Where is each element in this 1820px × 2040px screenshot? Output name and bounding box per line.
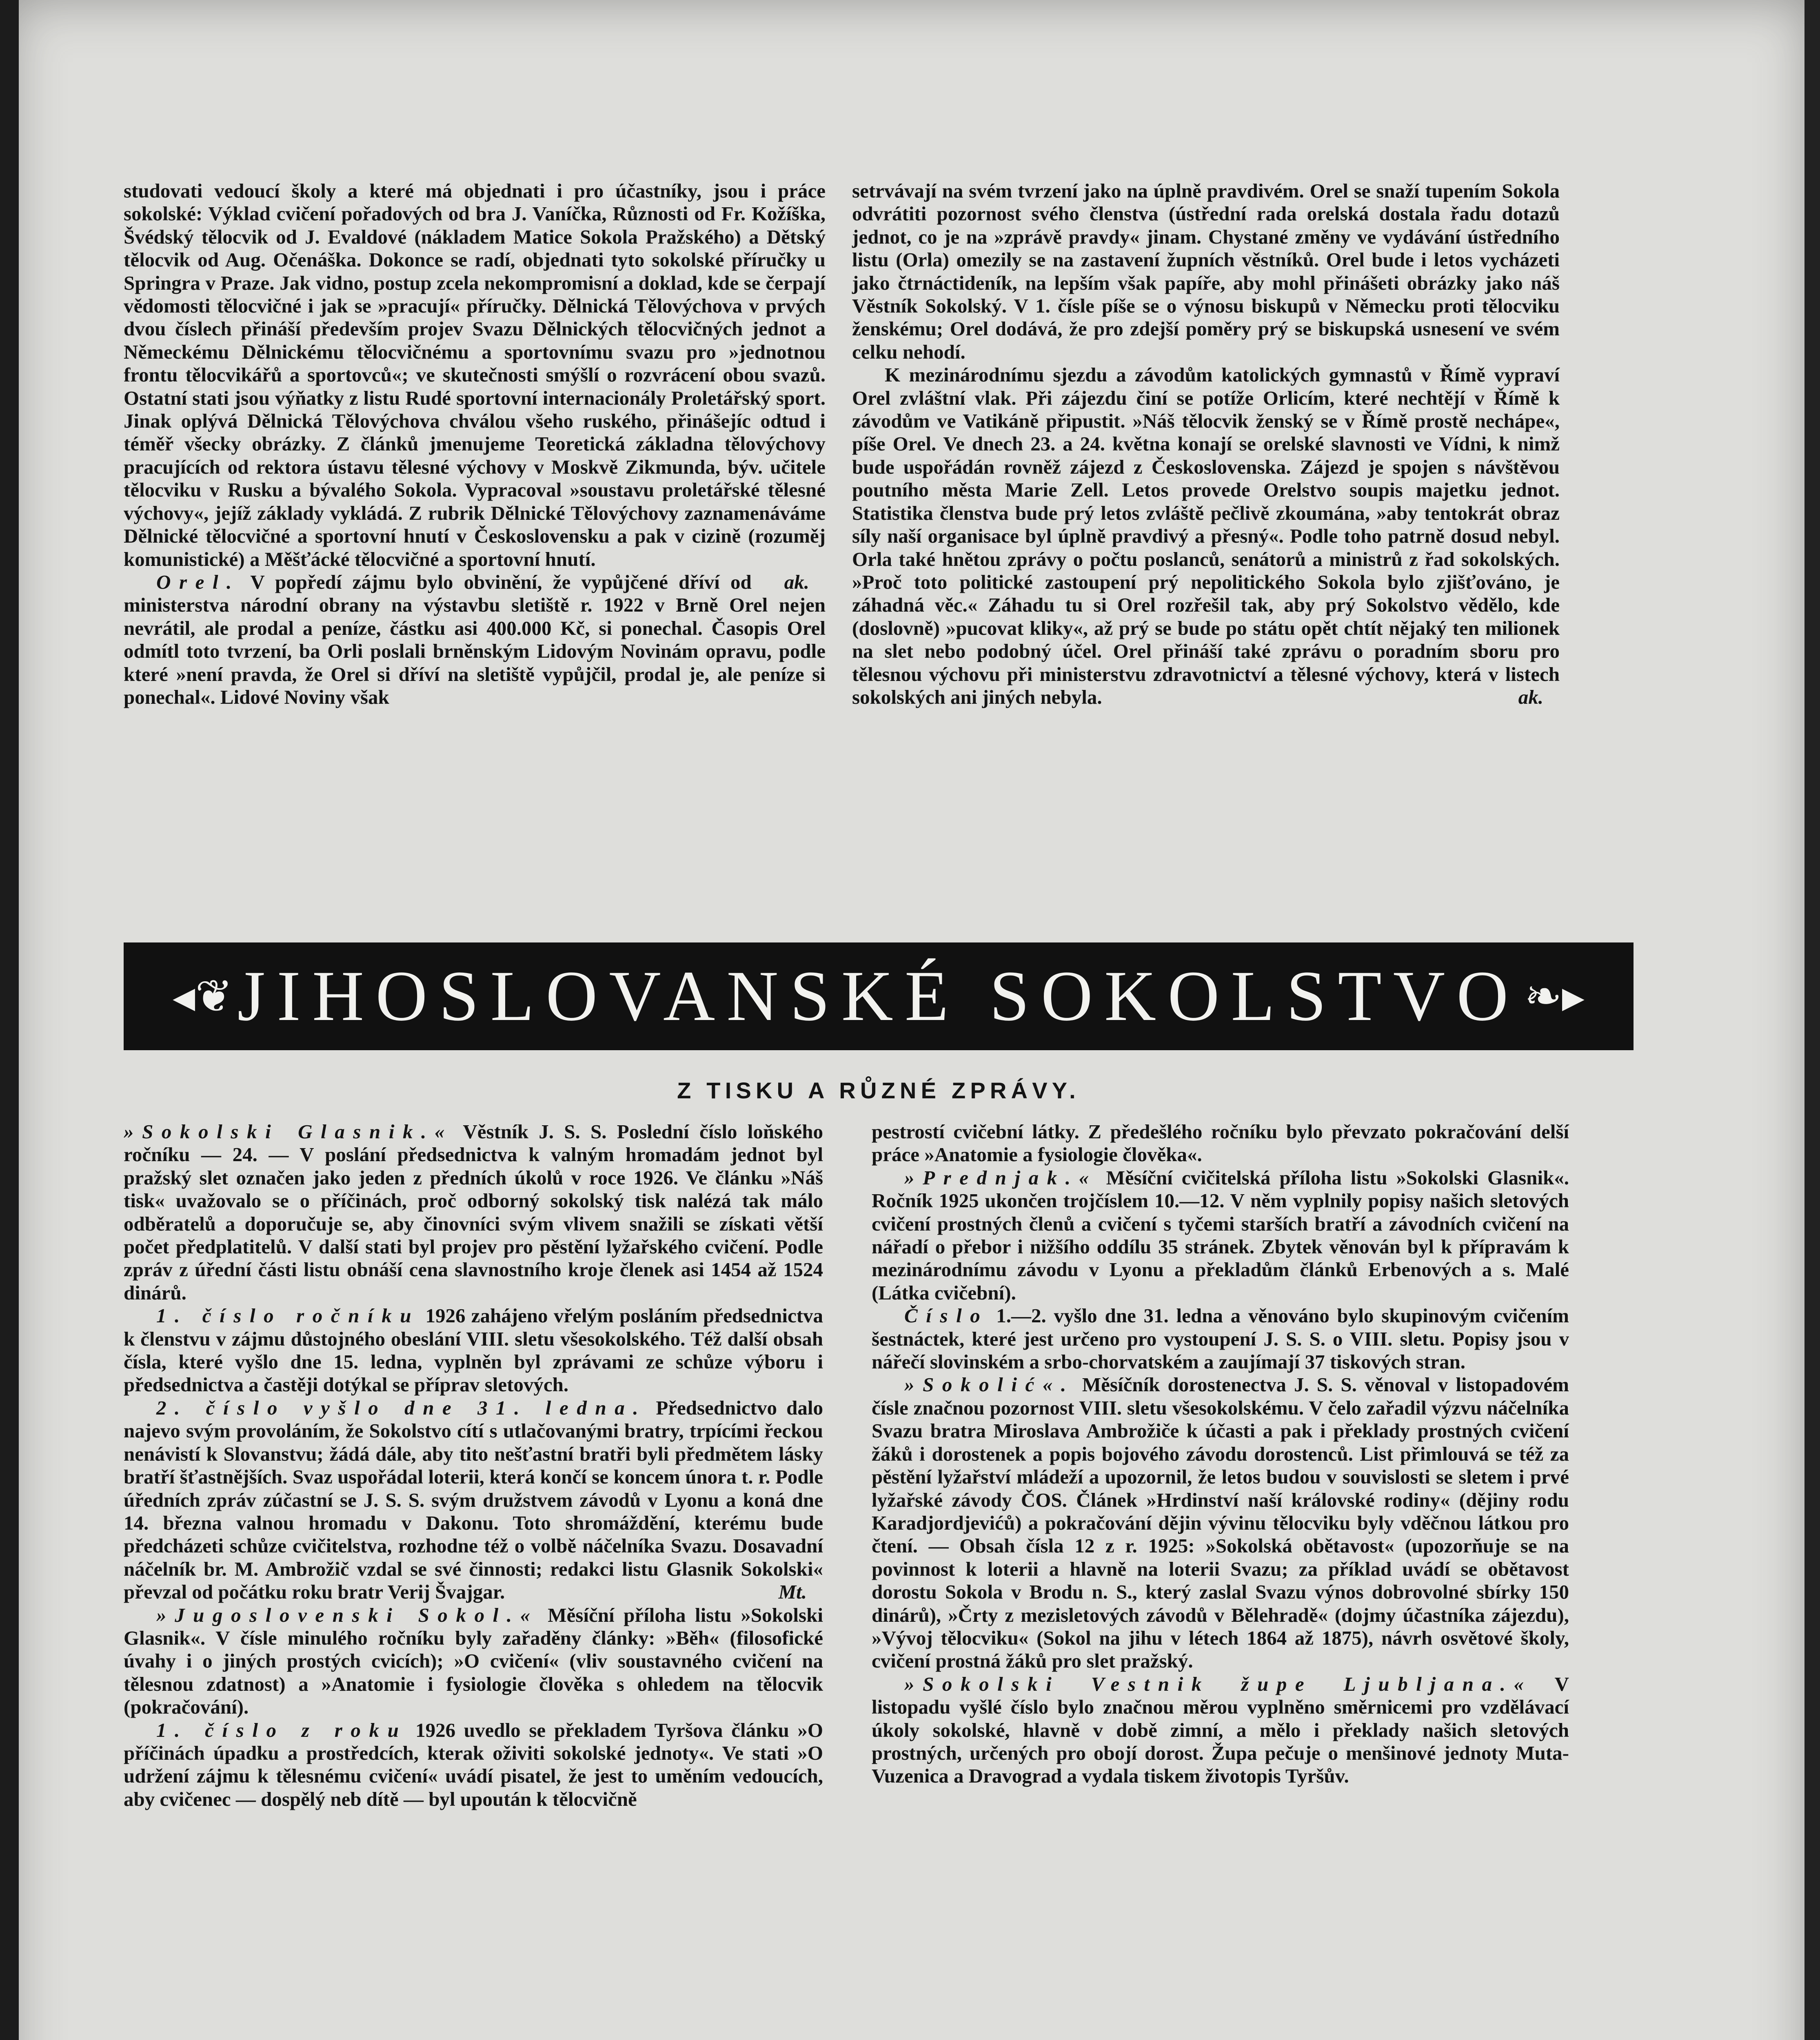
- paragraph-body: 1926 zahájeno vřelým posláním předsednictva k členstvu v zájmu důstojného obeslání VIII. sletu všesokolského. Též další obsah čísla, které vyšlo dne 15. ledna, vyplněn byl zprávami ze schůze výboru i předsednictva a častěji dotýkal se příprav sletových.: [124, 1304, 823, 1396]
- paragraph: [124, 1397, 823, 1604]
- paragraph-body: Měsíční příloha listu »Sokolski Glasnik«. V čísle minulého ročníku byly zařaděny články: »Běh« (filosofické úvahy i o jiných prostých cvicích); »O cvičení« (vliv soustavného cvičení na tělesnou zdatnost) a »Anatomie i fysiologie člověka s ohledem na tělocvik (pokračování).: [124, 1603, 823, 1718]
- paragraph-body: Předsednictvo dalo najevo svým provoláním, že Sokolstvo cítí s utlačovanými bratry, trpícími řeckou nenávistí k Slovanstvu; žádá dále, aby tito nešťastní bratři byli předmětem lásky bratří šťastnějších. Svaz uspořádal loterii, která končí se koncem února t. r. Podle úředních zpráv zúčastní se J. S. S. svým družstvem závodů v Lyonu a koná dne 14. března valnou hromadu v Dakonu. Toto shromáždění, kterému bude předcházeti schůze cvičitelstva, rozhodne též o volbě náčelníka Svazu. Dosavadní náčelník br. M. Ambrožič vzdal se své činnosti; redakci listu Glasnik Sokolski« převzal od počátku roku bratr Verij Švajgar.: [124, 1396, 823, 1603]
- bottom-right-column: [872, 1120, 1569, 1788]
- paragraph: setrvávají na svém tvrzení jako na úplně pravdivém. Orel se snaží tupením Sokola odvrátiti pozornost svého členstva (ústřední rada orelská dostala řadu dotazů jednot, co je na »zprávě pravdy« jinam. Chystané změny ve vydávání ústředního listu (Orla) omezily se na zastavení župních věstníků. Orel bude i letos vycházeti jako čtrnáctideník, na lepším však papíře, aby mohl přinášeti obrázky jako náš Věstník Sokolský. V 1. čísle píše se o výnosu biskupů v Německu proti tělocviku ženskému; Orel dodává, že pro zdejší poměry prý se biskupská usnesení ve svém celku nehodí.: [852, 180, 1560, 363]
- paragraph: [124, 1304, 823, 1397]
- paragraph: [124, 1120, 823, 1304]
- signature: Mt.: [778, 1581, 807, 1603]
- signature: ak.: [1518, 685, 1543, 708]
- scan-border-left: [0, 0, 19, 2040]
- paragraph: [124, 1719, 823, 1811]
- paragraph: [872, 1673, 1569, 1788]
- paragraph-body: Věstník J. S. S. Poslední číslo loňského ročníku — 24. — V poslání předsednictva k valným hromadám jednot byl pražský slet označen jako jeden z předních úkolů v roce 1926. Ve článku »Náš tisk« uvažovalo se o příčinách, proč odborný sokolský tisk nalézá tak málo odběratelů a doporučuje se, aby činovníci svým vlivem snažili se získati větší počet předplatitelů. V další stati byl projev pro pěstění lyžařského cvičení. Podle zpráv z úřední části listu obnáší cena slavnostního kroje členek asi 1454 až 1524 dinárů.: [124, 1120, 823, 1304]
- top-left-column: [124, 180, 826, 709]
- lead-in: »Sokolski Glasnik.«: [124, 1120, 453, 1143]
- paragraph-body: V popředí zájmu bylo obvinění, že vypůjčené dříví od ministerstva národní obrany na výstavbu sletiště r. 1922 v Brně Orel nejen nevrátil, ale prodal a peníze, částku asi 400.000 Kč, si ponechal. Časopis Orel odmítl toto tvrzení, ba Orli poslali brněnským Lidovým Novinám opravu, podle které »není pravda, že Orel si dříví na sletiště vypůjčil, prodal je, ale peníze si ponechal«. Lidové Noviny však: [124, 570, 826, 708]
- section-title: JIHOSLOVANSKÉ SOKOLSTVO: [237, 956, 1520, 1036]
- lead-in: »Sokolić«.: [904, 1373, 1074, 1396]
- paragraph: [872, 1373, 1569, 1672]
- paragraph: [124, 571, 826, 709]
- paragraph-body: 1926 uvedlo se překladem Tyršova článku »O příčinách úpadku a prostředcích, kterak oživiti sokolské jednoty«. Ve stati »O udržení zájmu k tělesnému cvičení« uvádí pisatel, že jest to uměním vedoucích, aby cvičenec — dospělý neb dítě — byl upoután k tělocvičně: [124, 1718, 823, 1810]
- paragraph-body: K mezinárodnímu sjezdu a závodům katolických gymnastů v Římě vypraví Orel zvláštní vlak. Při zájezdu činí se potíže Orlicím, které nechtějí v Římě k závodům ve Vatikáně připustit. »Náš tělocvik ženský se v Římě prostě nechápe«, píše Orel. Ve dnech 23. a 24. května konají se orelské slavnosti ve Vídni, k nimž bude uspořádán rovněž zájezd z Československa. Zájezd je spojen s návštěvou poutního města Marie Zell. Letos provede Orelstvo soupis majetku jednot. Statistika členstva bude prý letos zvláště pečlivě zkoumána, »aby tentokrát obraz síly naší organisace byl úplně pravdivý a přesný«. Podle toho patrně dosud nebyl. Orla také hnětou zprávy o počtu poslanců, senátorů a ministrů z řad sokolských. »Proč toto politické zastoupení prý nepolitického Sokola bylo zjišťováno, je záhadná věc.« Záhadu tu si Orel rozřešil tak, aby prý Sokolstvo vědělo, kde (doslovně) »pucovat kliky«, až prý se bude po státu opět chtít nějaký ten milionek na slet nebo podobný účel. Orel přináší také zprávu o poradním sboru pro tělesnou výchovu při ministerstvu zdravotnictví a tělesné výchovy, která v listech sokolských ani jiných nebyla.: [852, 364, 1560, 708]
- ornament-right-icon: ❧▸: [1524, 971, 1585, 1022]
- lead-in: »Prednjak.«: [904, 1166, 1097, 1189]
- lead-in: Číslo: [904, 1304, 989, 1327]
- lead-in: 1. číslo z roku: [156, 1718, 407, 1741]
- section-banner: [124, 942, 1634, 1050]
- scan-border-right: [1804, 0, 1820, 2040]
- paragraph: [852, 364, 1560, 709]
- lead-in: 2. číslo vyšlo dne 31. ledna.: [156, 1396, 647, 1419]
- lead-in: »Sokolski Vestnik župe Ljubljana.«: [904, 1672, 1532, 1695]
- lead-in: »Jugoslovenski Sokol.«: [156, 1603, 539, 1626]
- signature: ak.: [784, 570, 809, 593]
- paragraph: pestrostí cvičební látky. Z předešlého ročníku bylo převzato pokračování delší práce »Anatomie a fysiologie člověka«.: [872, 1120, 1569, 1166]
- top-right-column: [852, 180, 1560, 709]
- paragraph-body: Měsíčník dorostenectva J. S. S. věnoval v listopadovém čísle značnou pozornost VIII. sletu všesokolskému. V čelo zařadil výzvu náčelníka Svazu bratra Miroslava Ambrožiče k účasti a pak i překlady prostných cvičení žáků i dorostenek a popis bojového závodu dorostenců. List přimlouvá se též za pěstění lyžařství mládeží a upozornil, že letos budou v souvislosti se sletem i prvé lyžařské závody ČOS. Článek »Hrdinství naší královské rodiny« (dějiny rodu Karadjordjevićů) a pokračování dějin vývinu tělocviku byly vděčnou látkou pro čtení. — Obsah čísla 12 z r. 1925: »Sokolská obětavost« (upozorňuje se na povinnost k loterii a hlavně na loterii Svazu; za příklad uvádí se obětavost dorostu Sokola v Brodu n. S., který zaslal Svazu výnos dobrovolné sbírky 150 dinárů), »Črty z mezisletových závodů v Bělehradě« (dojmy účastníka zájezdu), »Vývoj tělocviku« (Sokol na jihu v létech 1864 až 1875), návrh osvětové školy, cvičení prostná žáků pro slet pražský.: [872, 1373, 1569, 1672]
- paragraph: [872, 1166, 1569, 1304]
- bottom-left-column: [124, 1120, 823, 1811]
- paragraph-body: 1.—2. vyšlo dne 31. ledna a věnováno bylo skupinovým cvičením šestnáctek, které jest určeno pro vystoupení J. S. S. o VIII. sletu. Popisy jsou v nářečí slovinském a srbo-chorvatském a zaujímají 37 tiskových stran.: [872, 1304, 1569, 1373]
- lead-in: 1. číslo ročníku: [156, 1304, 420, 1327]
- ornament-left-icon: ◂❦: [173, 971, 233, 1022]
- lead-in: Orel.: [156, 570, 240, 593]
- paragraph: studovati vedoucí školy a které má objednati i pro účastníky, jsou i práce sokolské: Výklad cvičení pořadových od bra J. Vaníčka, Různosti od Fr. Kožíška, Švédský tělocvik od J. Evaldové (nákladem Matice Sokola Pražského) a Dětský tělocvik od Aug. Očenáška. Dokonce se radí, objednati tyto sokolské příručky u Springra v Praze. Jak vidno, postup zcela nekompromisní a doklad, kde se čerpají vědomosti tělocvičné i jak se »pracují« příručky. Dělnická Tělovýchova v prvých dvou číslech přináší především projev Svazu Dělnických tělocvičných jednot a Německému Dělnickému tělocvičnému a sportovnímu svazu pro »jednotnou frontu tělocvikářů a sportovců«; ve skutečnosti smýšlí o rozvrácení obou svazů. Ostatní stati jsou výňatky z listu Rudé sportovní internacionály Proletářský sport. Jinak oplývá Dělnická Tělovýchova chválou všeho ruského, přinášejíc odtud i téměř všecky obrázky. Z článků jmenujeme Teoretická základna tělovýchovy pracujících od rektora ústavu tělesné výchovy v Moskvě Zikmunda, býv. učitele tělocviku v Rusku a bývalého Sokola. Vypracoval »soustavu proletářské tělesné výchovy«, jejíž základy vykládá. Z rubrik Dělnické Tělovýchovy zaznamenáváme Dělnické tělocvičné a sportovní hnutí v Československu a pak v cizině (rozuměj komunistické) a Měšťácké tělocvičné a sportovní hnutí.: [124, 180, 826, 570]
- paragraph: [124, 1604, 823, 1719]
- paragraph-body: Měsíční cvičitelská příloha listu »Sokolski Glasnik«. Ročník 1925 ukončen trojčíslem 10.—12. V něm vyplnily popisy našich sletových cvičení prostných členů a cvičení s tyčemi starších bratří a závodních cvičení na nářadí o přebor i nižšího oddílu 35 stránek. Zbytek věnován byl k přípravám k mezinárodnímu závodu v Lyonu a překladům článků Erbenových a s. Malé (Látka cvičební).: [872, 1166, 1569, 1304]
- section-subheading: Z TISKU A RŮZNÉ ZPRÁVY.: [677, 1078, 1080, 1103]
- paragraph: [872, 1304, 1569, 1373]
- paragraph-body: V listopadu vyšlé číslo bylo značnou měrou vyplněno směrnicemi pro vzdělávací úkoly sokolské, hlavně v době zimní, a mělo i překlady našich sletových prostných, určených pro obojí dorost. Župa pečuje o menšinové jednoty Muta-Vuzenica a Dravograd a vydala tiskem životopis Tyršův.: [872, 1672, 1569, 1787]
